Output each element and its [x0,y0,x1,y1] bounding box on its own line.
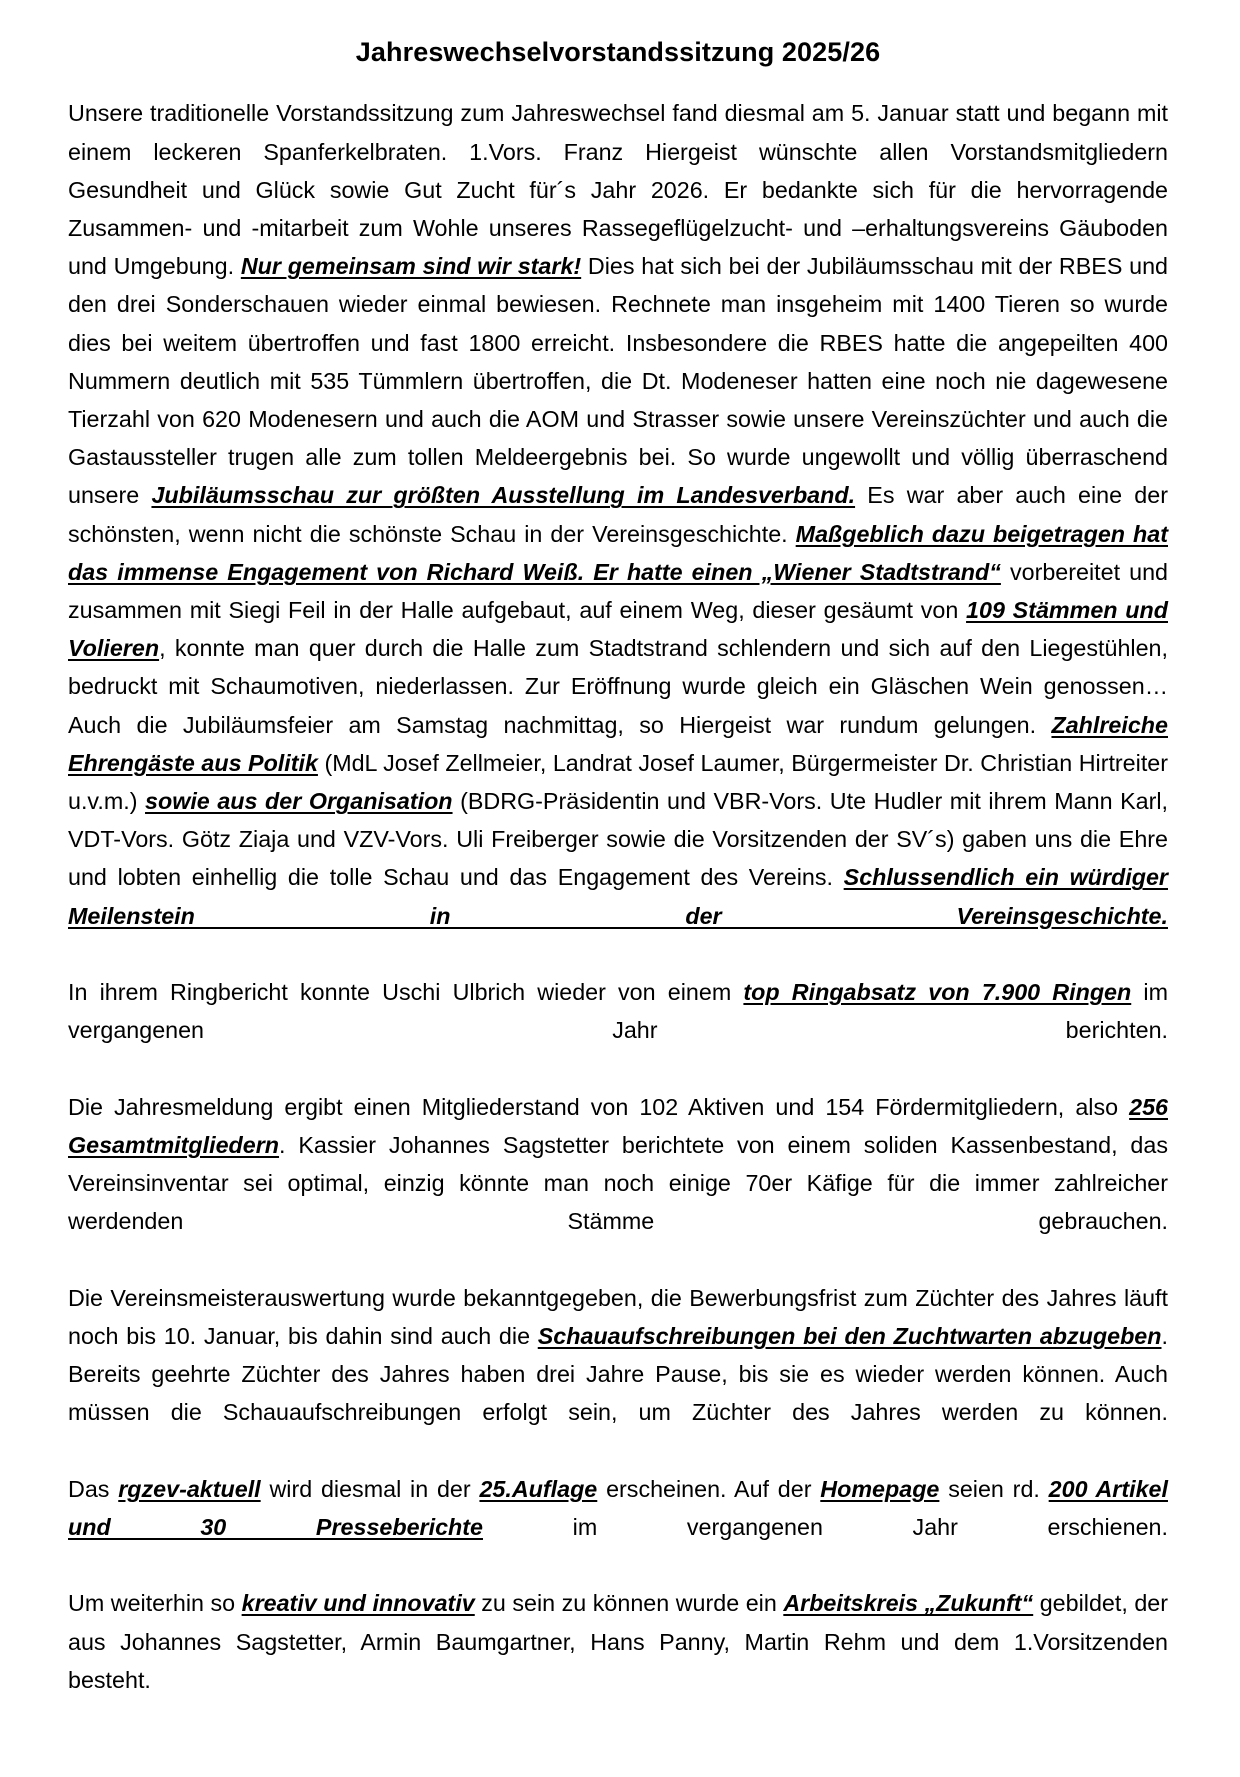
emphasis-run: Nur gemeinsam sind wir stark! [240,253,582,280]
emphasis-run: Homepage [820,1475,940,1502]
emphasis-run: Zahlreiche Ehrengäste aus Politik [68,711,1168,776]
text-run: In ihrem Ringbericht konnte Uschi Ulbrich wieder von einem [68,979,744,1006]
paragraph [68,1584,1168,1737]
text-run: , konnte man quer durch die Halle zum Stadtstrand schlendern und sich auf den Liegestühlen, bedruckt mit Schaumotiven, niederlassen. Zur Eröffnung wurde gleich ein Gläschen Wein genossen… Auch die Jubiläumsfeier am Samstag nachmittag, so Hiergeist war rundum gelungen. [68,635,1168,738]
text-run: Dies hat sich bei der Jubiläumsschau mit der RBES und den drei Sonderschauen wieder einmal bewiesen. Rechnete man insgeheim mit 1400 Tieren so wurde dies bei weitem übertroffen und fast 1800 erreicht. Insbesondere die RBES hatte die angepeilten 400 Nummern deutlich mit 535 Tümmlern übertroffen, die Dt. Modeneser hatten eine noch nie dagewesene Tierzahl von 620 Modenesern und auch die AOM und Strasser sowie unsere Vereinszüchter und auch die Gastaussteller trugen alle zum tollen Meldeergebnis bei. So wurde ungewollt und völlig überraschend unsere [68,253,1168,509]
emphasis-run: Maßgeblich dazu beigetragen hat das immense Engagement von Richard Weiß. Er hatte einen „Wiener Stadtstrand“ [68,520,1168,585]
text-run: Die Jahresmeldung ergibt einen Mitgliederstand von 102 Aktiven und 154 Fördermitgliedern, also [68,1093,1130,1120]
emphasis-run: 200 Artikel und 30 Presseberichte [68,1475,1168,1540]
page-title: Jahreswechselvorstandssitzung 2025/26 [355,37,881,67]
text-run: Das [68,1475,119,1502]
text-run: Unsere traditionelle Vorstandssitzung zum Jahreswechsel fand diesmal am 5. Januar statt und begann mit einem leckeren Spanferkelbraten. 1.Vors. Franz Hiergeist wünschte allen Vorstandsmitgliedern Gesundheit und Glück sowie Gut Zucht für´s Jahr 2026. Er bedankte sich für die hervorragende Zusammen- und -mitarbeit zum Wohle unseres Rassegeflügelzucht- und –erhaltungsvereins Gäuboden und Umgebung. [68,100,1168,280]
text-run: gebildet, der aus Johannes Sagstetter, Armin Baumgartner, Hans Panny, Martin Rehm und dem 1.Vorsitzenden besteht. [68,1590,1168,1693]
emphasis-run: 109 Stämmen und Volieren [68,597,1168,662]
text-run: . Bereits geehrte Züchter des Jahres haben drei Jahre Pause, bis sie es wieder werden können. Auch müssen die Schauaufschreibungen erfolgt sein, um Züchter des Jahres werden zu können. [68,1322,1168,1426]
text-run: im vergangenen Jahr berichten. [68,979,1168,1044]
text-run: Um weiterhin so [68,1590,242,1617]
text-run: vorbereitet und zusammen mit Siegi Feil in der Halle aufgebaut, auf einem Weg, dieser gesäumt von [68,558,1168,624]
text-run: (BDRG-Präsidentin und VBR-Vors. Ute Hudler mit ihrem Mann Karl, VDT-Vors. Götz Ziaja und VZV-Vors. Uli Freiberger sowie die Vorsitzenden der SV´s) gaben uns die Ehre und lobten einhellig die tolle Schau und das Engagement des Vereins. [68,788,1168,891]
text-run: Die Vereinsmeisterauswertung wurde bekanntgegeben, die Bewerbungsfrist zum Züchter des Jahres läuft noch bis 10. Januar, bis dahin sind auch die [68,1284,1168,1349]
emphasis-run: sowie aus der Organisation [145,788,453,815]
text-run: Es war aber auch eine der schönsten, wenn nicht die schönste Schau in der Vereinsgeschichte. [68,482,1168,547]
emphasis-run: Jubiläumsschau zur größten Ausstellung im Landesverband. [151,482,856,509]
text-run: seien rd. [939,1475,1049,1502]
emphasis-run: 256 Gesamtmitgliedern [68,1093,1168,1158]
emphasis-run: top Ringabsatz von 7.900 Ringen [743,979,1132,1006]
text-run: wird diesmal in der [260,1475,480,1502]
text-run: im vergangenen Jahr erschienen. [482,1513,1168,1540]
emphasis-run: Schlussendlich ein würdiger Meilenstein in der Vereinsgeschichte. [68,864,1168,929]
text-run: erscheinen. Auf der [597,1475,821,1502]
emphasis-run: 25.Auflage [479,1475,598,1502]
document-body [68,94,1168,1737]
emphasis-run: Schauaufschreibungen bei den Zuchtwarten abzugeben [537,1322,1162,1349]
emphasis-run: rgzev-aktuell [118,1475,261,1502]
text-run: (MdL Josef Zellmeier, Landrat Josef Laumer, Bürgermeister Dr. Christian Hirtreiter u.v.m.) [68,749,1169,815]
text-run: zu sein zu können wurde ein [474,1590,784,1617]
emphasis-run: kreativ und innovativ [241,1590,475,1617]
paragraph [68,1279,1168,1470]
paragraph [68,973,1168,1088]
paragraph [68,1470,1168,1585]
emphasis-run: Arbeitskreis „Zukunft“ [783,1590,1034,1617]
text-run: . Kassier Johannes Sagstetter berichtete von einem soliden Kassenbestand, das Vereinsinventar sei optimal, einzig könnte man noch einige 70er Käfige für die immer zahlreicher werdenden Stämme gebrauchen. [68,1131,1168,1235]
paragraph [68,94,1168,973]
paragraph [68,1088,1168,1279]
